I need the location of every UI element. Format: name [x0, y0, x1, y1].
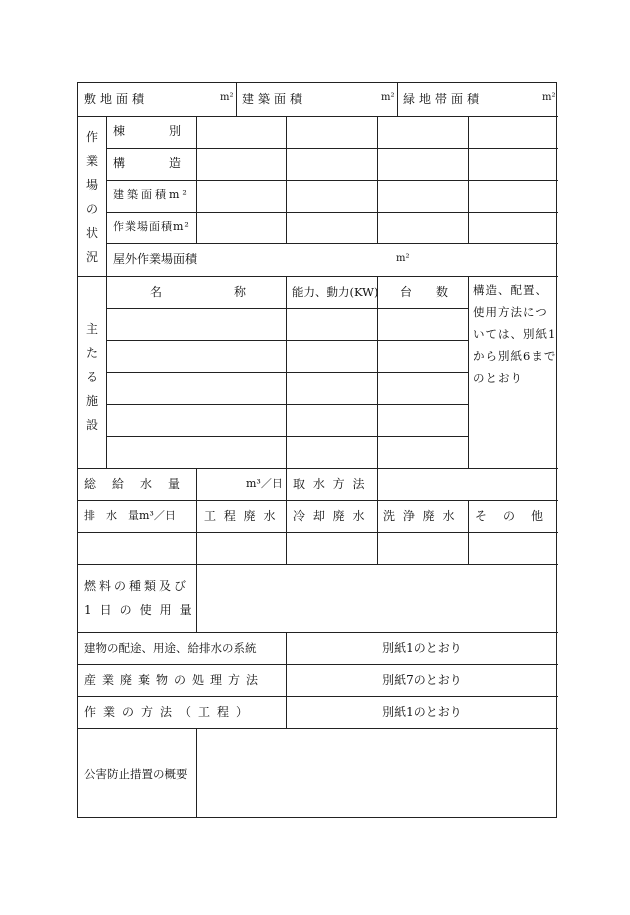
row-divider — [106, 243, 558, 244]
col-divider — [377, 500, 378, 564]
col-divider — [397, 83, 398, 116]
col-divider — [286, 116, 287, 243]
process-wastewater-label: 工 程 廃 水 — [204, 509, 278, 523]
facilities-col-capacity: 能力、動力(KW) — [292, 285, 379, 299]
facilities-col-name-a: 名 — [150, 285, 163, 299]
row-divider — [106, 148, 558, 149]
industrial-waste-value: 別紙7のとおり — [382, 673, 462, 687]
row-divider — [78, 468, 558, 469]
water-intake-method-label: 取 水 方 法 — [293, 477, 367, 491]
col-divider — [196, 468, 197, 500]
row-divider — [78, 276, 558, 277]
col-divider — [106, 116, 107, 276]
row-divider — [78, 500, 558, 501]
pollution-measures-label: 公害防止措置の概要 — [84, 767, 188, 781]
site-area-unit: m² — [220, 92, 234, 103]
workplace-row-building-area: 建築面積m² — [113, 188, 190, 201]
total-water-supply-label: 総 給 水 量 — [84, 477, 183, 491]
row-divider — [78, 564, 558, 565]
outdoor-workplace-area-unit: m² — [396, 253, 410, 264]
col-divider — [196, 500, 197, 564]
outdoor-workplace-area-label: 屋外作業場面積 — [113, 252, 198, 266]
row-divider — [106, 180, 558, 181]
row-divider — [106, 340, 468, 341]
col-divider — [106, 276, 107, 468]
facilities-section-label: 主 た る 施 設 — [85, 322, 98, 432]
col-divider — [286, 500, 287, 564]
col-divider — [196, 728, 197, 818]
col-divider — [468, 116, 469, 243]
facilities-col-count: 台 数 — [400, 285, 449, 299]
green-area-unit: m² — [542, 92, 556, 103]
col-divider — [236, 83, 237, 116]
building-area-label: 建築面積 — [242, 92, 307, 106]
work-method-value: 別紙1のとおり — [382, 705, 462, 719]
col-divider — [286, 468, 287, 500]
col-divider — [286, 276, 287, 468]
row-divider — [78, 696, 558, 697]
facilities-col-name-b: 称 — [234, 285, 247, 299]
row-divider — [78, 728, 558, 729]
col-divider — [468, 500, 469, 564]
industrial-waste-label: 産業廃棄物の処理方法 — [84, 673, 265, 687]
col-divider — [377, 468, 378, 500]
workplace-row-workplace-area: 作業場面積m² — [113, 220, 190, 233]
col-divider — [468, 276, 469, 468]
row-divider — [106, 308, 468, 309]
building-area-unit: m² — [381, 92, 395, 103]
row-divider — [78, 632, 558, 633]
facilities-note: 構造、配置、使用方法については、別紙1から別紙6までのとおり — [473, 283, 557, 385]
site-area-label: 敷地面積 — [84, 92, 149, 106]
total-water-supply-unit: m³／日 — [246, 477, 283, 490]
green-area-label: 緑地帯面積 — [403, 92, 484, 106]
row-divider — [78, 116, 558, 117]
col-divider — [377, 276, 378, 468]
row-divider — [106, 212, 558, 213]
other-wastewater-label: そ の 他 — [475, 509, 546, 523]
workplace-section-label: 作 業 場 の 状 況 — [85, 130, 98, 264]
row-divider — [78, 664, 558, 665]
row-divider — [106, 436, 468, 437]
col-divider — [377, 116, 378, 243]
row-divider — [106, 404, 468, 405]
cooling-wastewater-label: 冷 却 廃 水 — [293, 509, 367, 523]
row-divider — [106, 372, 468, 373]
application-form-table — [77, 82, 557, 818]
fuel-label-line1: 燃料の種類及び — [84, 579, 190, 593]
work-method-label: 作業の方法（工程） — [84, 705, 256, 719]
row-divider — [78, 532, 558, 533]
washing-wastewater-label: 洗 浄 廃 水 — [383, 509, 457, 523]
col-divider — [196, 116, 197, 243]
building-layout-value: 別紙1のとおり — [382, 641, 462, 655]
drainage-volume-label: 排 水 量m³／日 — [84, 509, 176, 522]
workplace-row-structure: 構 造 — [113, 156, 184, 170]
building-layout-label: 建物の配途、用途、給排水の系統 — [84, 641, 257, 655]
workplace-row-building: 棟 別 — [113, 124, 184, 138]
col-divider — [196, 564, 197, 632]
fuel-label-line2: 1日の使用量 — [84, 603, 200, 617]
